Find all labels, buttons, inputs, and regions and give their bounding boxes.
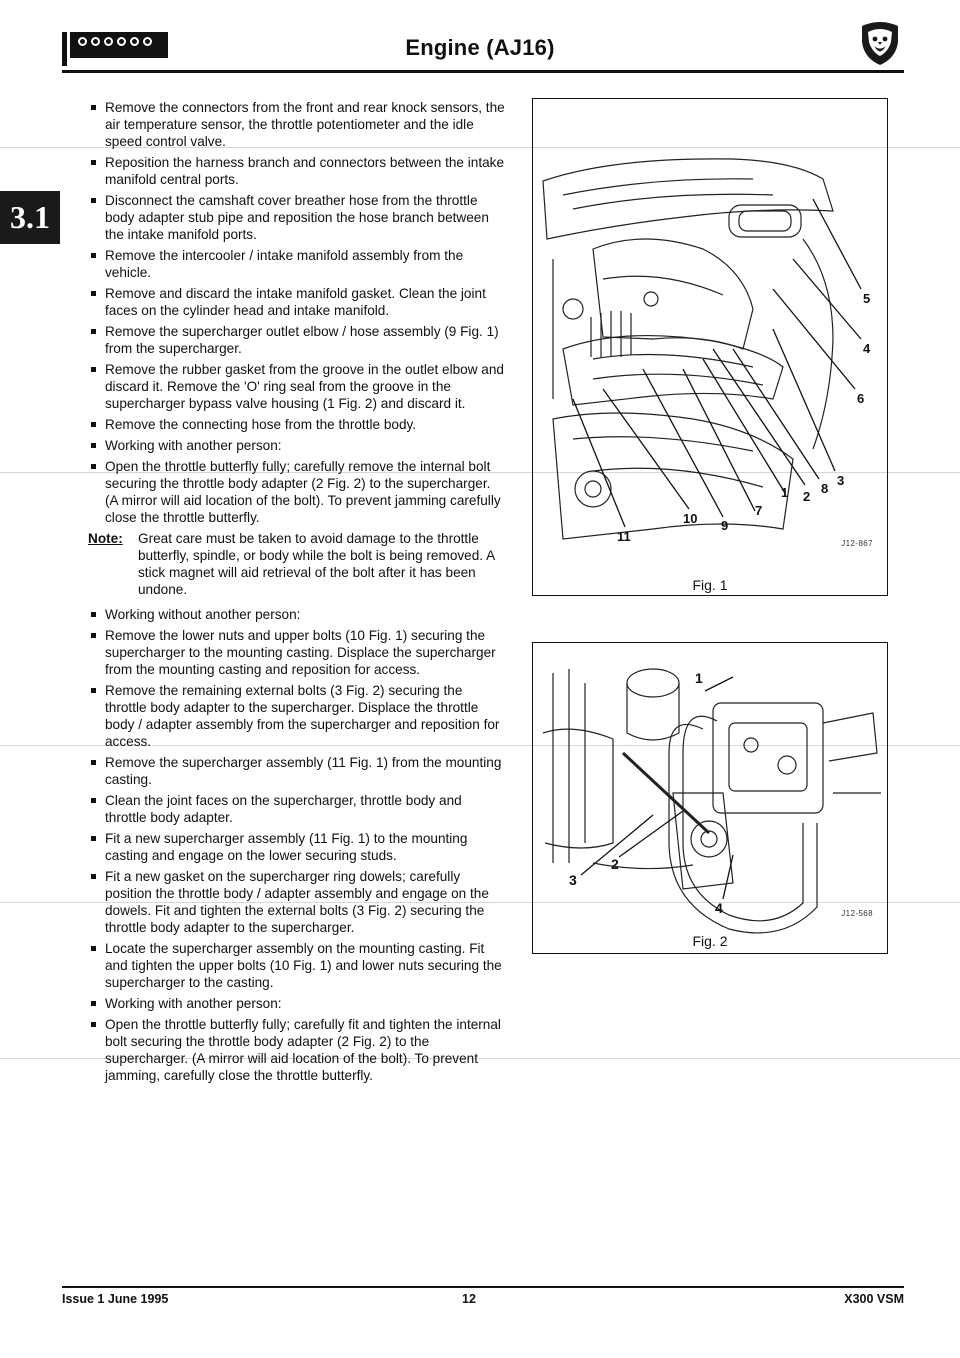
list-item: Disconnect the camshaft cover breather hose from the throttle body adapter stub pipe and reposition the hose branch between the intake manifold ports.	[88, 192, 506, 243]
page-number: 12	[462, 1292, 476, 1306]
list-item: Working with another person:	[88, 437, 506, 454]
list-item: Remove the lower nuts and upper bolts (10 Fig. 1) securing the supercharger to the mounting casting. Displace the supercharger from the mounting casting and reposition for access.	[88, 627, 506, 678]
list-item: Locate the supercharger assembly on the mounting casting. Fit and tighten the upper bolts (10 Fig. 1) and lower nuts securing the supercharger to the casting.	[88, 940, 506, 991]
note-text: Great care must be taken to avoid damage to the throttle butterfly, spindle, or body while the bolt is being removed. A stick magnet will aid retrieval of the bolt after it has been undone.	[138, 531, 495, 597]
list-item: Remove the supercharger assembly (11 Fig. 1) from the mounting casting.	[88, 754, 506, 788]
callout-label: 4	[863, 341, 871, 356]
header-rule	[62, 70, 904, 73]
figure-caption: Fig. 1	[692, 577, 728, 593]
note-label: Note:	[88, 531, 123, 546]
list-item: Working without another person:	[88, 606, 506, 623]
callout-label: 8	[821, 481, 829, 496]
list-item: Fit a new gasket on the supercharger ring dowels; carefully position the throttle body / adapter assembly and engage on the dowels. Fit and tighten the external bolts (3 Fig. 2) securing the throttle body adapter to the supercharger.	[88, 868, 506, 936]
callout-label: 6	[857, 391, 865, 406]
procedure-steps-part1	[88, 99, 506, 598]
list-item: Open the throttle butterfly fully; carefully fit and tighten the internal bolt securing the throttle body adapter (2 Fig. 2) to the supercharger. (A mirror will aid location of the bolt). To prevent jamming, carefully close the throttle butterfly.	[88, 1016, 506, 1084]
list-item: Fit a new supercharger assembly (11 Fig. 1) to the mounting casting and engage on the lower securing studs.	[88, 830, 506, 864]
note-block	[88, 530, 506, 598]
callout-label: 11	[617, 529, 631, 544]
callout-label: 5	[863, 291, 871, 306]
list-item: Remove the intercooler / intake manifold assembly from the vehicle.	[88, 247, 506, 281]
list-item: Remove the rubber gasket from the groove in the outlet elbow and discard it. Remove the 'O' ring seal from the groove in the supercharger bypass valve housing (1 Fig. 2) and discard it.	[88, 361, 506, 412]
list-item: Remove the connecting hose from the throttle body.	[88, 416, 506, 433]
page-title: Engine (AJ16)	[405, 35, 555, 60]
callout-label: 9	[721, 518, 729, 533]
footer-rule	[62, 1286, 904, 1288]
throttle-body-bypass-illustration	[533, 643, 889, 955]
list-item: Remove and discard the intake manifold gasket. Clean the joint faces on the cylinder head and intake manifold.	[88, 285, 506, 319]
callout-label: 7	[755, 503, 763, 518]
callout-label: 2	[803, 489, 811, 504]
list-item: Remove the connectors from the front and rear knock sensors, the air temperature sensor, the throttle potentiometer and the idle speed control valve.	[88, 99, 506, 150]
list-item: Reposition the harness branch and connectors between the intake manifold central ports.	[88, 154, 506, 188]
callout-label: 3	[837, 473, 845, 488]
list-item: Working with another person:	[88, 995, 506, 1012]
list-item: Clean the joint faces on the supercharger, throttle body and throttle body adapter.	[88, 792, 506, 826]
jaguar-emblem-icon	[858, 20, 902, 66]
callout-label: 4	[715, 900, 723, 916]
callout-label: 10	[683, 511, 698, 526]
list-item: Remove the remaining external bolts (3 Fig. 2) securing the throttle body adapter to the supercharger. Displace the throttle body / adapter assembly from the supercharger and reposition for access.	[88, 682, 506, 750]
list-item: Open the throttle butterfly fully; carefully remove the internal bolt securing the throttle body adapter (2 Fig. 2) to the supercharger. (A mirror will aid location of the bolt). To prevent jamming carefully close the throttle butterfly.	[88, 458, 506, 526]
figure-code: J12-568	[841, 909, 873, 918]
section-tab: 3.1	[0, 191, 60, 244]
callout-label: 1	[695, 670, 703, 686]
callout-label: 1	[781, 485, 789, 500]
figure-code: J12-867	[841, 539, 873, 548]
footer-issue: Issue 1 June 1995	[62, 1292, 169, 1306]
callout-label: 3	[569, 872, 577, 888]
engine-supercharger-illustration	[533, 99, 889, 597]
footer-doc-id: X300 VSM	[844, 1292, 904, 1306]
figure-caption: Fig. 2	[692, 933, 728, 949]
figure-1	[532, 98, 888, 596]
procedure-steps-part2	[88, 606, 506, 1088]
figure-2	[532, 642, 888, 954]
list-item: Remove the supercharger outlet elbow / hose assembly (9 Fig. 1) from the supercharger.	[88, 323, 506, 357]
callout-label: 2	[611, 856, 619, 872]
